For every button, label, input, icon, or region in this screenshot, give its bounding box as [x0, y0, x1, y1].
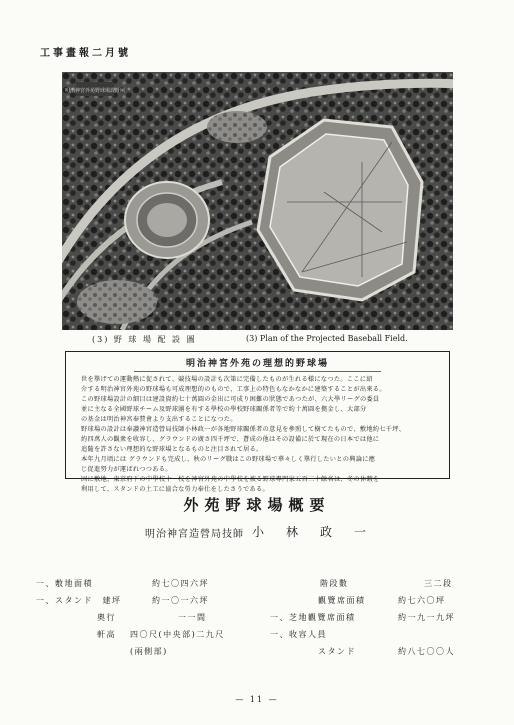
article-line: 本年九月頃には グラウンドも完成し、秋のリーグ戰はこの野球場で華々しく擧行したいとの興論に應 — [81, 456, 376, 463]
baseball-field-plan-photo — [62, 72, 453, 330]
photo-caption-english: (3) Plan of the Projected Baseball Field. — [246, 334, 408, 343]
spec-height-label: 軒高 — [97, 630, 116, 639]
author-name: 小林政一 — [252, 525, 389, 539]
spec-capacity-stand-label: スタンド — [318, 647, 356, 656]
photo-caption-japanese: (3) 野 球 場 配 設 圖 — [92, 335, 197, 344]
article-line: の基金は明治神宮奉賛會より支出することになつた。 — [81, 416, 237, 423]
article-line: じ促進努力が運ばれつつある。 — [81, 466, 172, 473]
article-line: 約四萬人の觀衆を收容し、グラウンドの廣さ四千坪で、蒼成の他はその設備に於て現在の日本では他に — [81, 436, 380, 443]
article-box — [65, 351, 450, 493]
spec-stand-label: 一、スタンド 建坪 — [36, 596, 122, 605]
spec-steps-value: 三二段 — [424, 579, 453, 588]
spec-site-area-value: 約七〇四六坪 — [152, 579, 209, 588]
spec-depth-value: 一一間 — [178, 613, 207, 622]
spec-seats-area-label: 觀覽席面積 — [318, 596, 366, 605]
magazine-header: 工事畫報二月號 — [40, 48, 131, 59]
spec-lawn-value: 約一九一九坪 — [398, 613, 455, 622]
spec-site-area-label: 一、敷地面積 — [36, 579, 93, 588]
article-body — [74, 375, 441, 495]
article-line: 世を擧げての運動熱に促されて、競技場の設計も次第に完備したものが生れる様になつた。ここに紹 — [81, 376, 373, 383]
spec-depth-label: 奧行 — [97, 613, 116, 622]
article-title: 明治神宮外苑の理想的野球場 — [134, 356, 381, 372]
site-plan-drawing — [62, 72, 453, 330]
spec-lawn-label: 一、芝地觀覽席面積 — [270, 613, 356, 622]
spec-capacity-stand-value: 約八七〇〇人 — [398, 647, 455, 656]
photo-inset-text: 明治神宮外苑野球場設計圖 — [64, 88, 126, 94]
article-line: 利用して、スタンドの土工に協合な勞力奉仕をしたさうである。 — [81, 486, 270, 493]
author-affiliation: 明治神宮造營局技師 — [145, 529, 244, 540]
spec-stand-area-value: 約一〇一六坪 — [152, 596, 209, 605]
article-line: 因に敷地、東京府下の中學校十一校を神宮外苑の中學校を被る野球專門家五百三十餘名は、冬の休暇を — [81, 476, 380, 483]
section-title: 外苑野球場概要 — [183, 496, 331, 514]
spec-height-value: 四〇尺(中央部)二九尺 — [130, 630, 225, 639]
spec-steps-label: 階段數 — [320, 579, 349, 588]
article-line: 追隨を許さない理想的な野球場となるものと注目されて居る。 — [81, 446, 263, 453]
spec-wing-label: (兩側部) — [130, 647, 168, 656]
spec-seats-area-value: 約七六〇坪 — [398, 596, 446, 605]
article-line: この野球場設計の細目は建設資約七十萬圓の金出に可成り困難の狀態であつたが、六大學リーグの委員 — [81, 396, 380, 403]
spec-capacity-label: 一、收容人員 — [270, 630, 327, 639]
article-line: 並に主なる全國野球チーム及野球團を有する學校の學校野球關係者等で約十萬圓を拠金し、大部分 — [81, 406, 367, 413]
page-number: — 11 — — [235, 695, 279, 704]
article-line: 介する明治神宮外苑の野球場も可成理想的のもので、工事上の特色もなかなかに建築することが出來る。 — [81, 386, 386, 393]
article-line: 野球場の設計は奉讃神宮造營局技師小林政一が各地野球關係者の意見を參照して樹てたもので、敷地約七千坪、 — [81, 426, 406, 433]
